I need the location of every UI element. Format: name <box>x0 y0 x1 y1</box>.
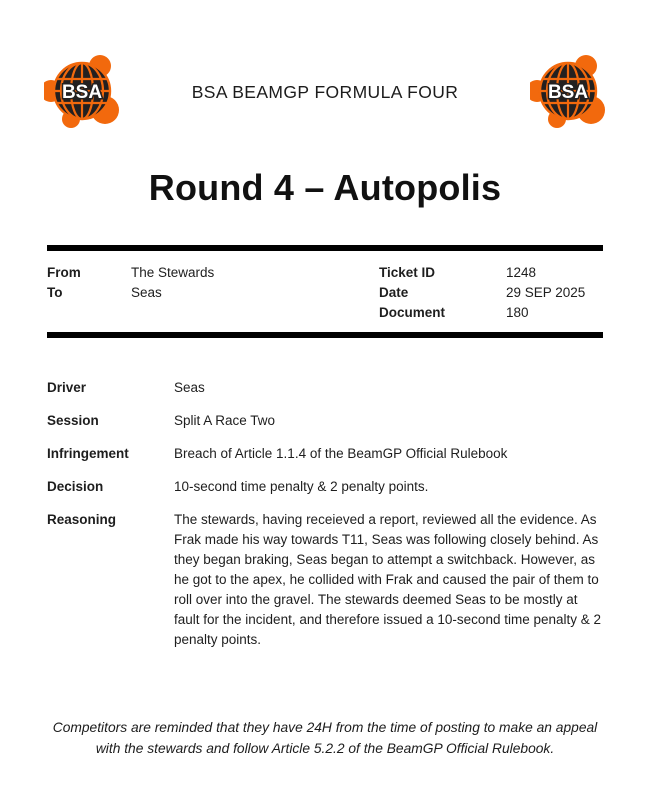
detail-value-infringement: Breach of Article 1.1.4 of the BeamGP Official Rulebook <box>174 446 508 461</box>
detail-value-session: Split A Race Two <box>174 413 276 428</box>
meta-row-ticket-id <box>379 263 603 283</box>
meta-value-from: The Stewards <box>131 265 215 280</box>
meta-value-to: Seas <box>131 285 162 300</box>
meta-row-to <box>47 283 379 303</box>
masthead <box>0 0 650 129</box>
meta-label-from: From <box>47 265 81 280</box>
detail-label-driver: Driver <box>47 380 87 395</box>
detail-label-infringement: Infringement <box>47 446 129 461</box>
round-heading: Round 4 – Autopolis <box>148 167 502 208</box>
meta-value-document: 180 <box>506 305 529 320</box>
series-title: BSA BEAMGP FORMULA FOUR <box>191 81 459 102</box>
meta-value-ticket-id: 1248 <box>506 265 537 280</box>
meta-row-document <box>379 303 603 323</box>
detail-label-reasoning: Reasoning <box>47 512 117 527</box>
meta-label-document: Document <box>379 305 446 320</box>
detail-row-infringement <box>47 444 603 464</box>
detail-row-session <box>47 411 603 431</box>
meta-value-date: 29 SEP 2025 <box>506 285 586 300</box>
bsa-logo-text: BSA <box>547 82 589 103</box>
detail-row-driver <box>47 378 603 398</box>
detail-value-decision: 10-second time penalty & 2 penalty points. <box>174 479 429 494</box>
detail-row-reasoning <box>47 510 603 650</box>
decision-details <box>47 378 603 650</box>
meta-row-date <box>379 283 603 303</box>
meta-column-right <box>379 263 603 323</box>
meta-table <box>47 245 603 338</box>
meta-label-ticket-id: Ticket ID <box>379 265 436 280</box>
detail-row-decision <box>47 477 603 497</box>
detail-value-driver: Seas <box>174 380 205 395</box>
detail-value-reasoning: The stewards, having receieved a report, reviewed all the evidence. As Frak made his way towards T11, Seas was following closely behind. As they began braking, Seas began to attempt a switchback. However, as he got to the apex, he collided with Frak and caused the pair of them to roll over into the gravel. The stewards deemed Seas to be mostly at fault for the incident, and therefore issued a 10-second time penalty & 2 penalty points. <box>174 512 602 647</box>
detail-label-decision: Decision <box>47 479 104 494</box>
meta-label-to: To <box>47 285 63 300</box>
bsa-globe-logo-left <box>44 55 120 129</box>
meta-label-date: Date <box>379 285 409 300</box>
meta-row-from <box>47 263 379 283</box>
bsa-logo-text: BSA <box>61 82 103 103</box>
meta-column-left <box>47 263 379 323</box>
bsa-globe-logo-right <box>530 55 606 129</box>
appeal-notice: Competitors are reminded that they have 24H from the time of posting to make an appeal with the stewards and follow Article 5.2.2 of the BeamGP Official Rulebook. <box>52 720 598 756</box>
detail-label-session: Session <box>47 413 99 428</box>
